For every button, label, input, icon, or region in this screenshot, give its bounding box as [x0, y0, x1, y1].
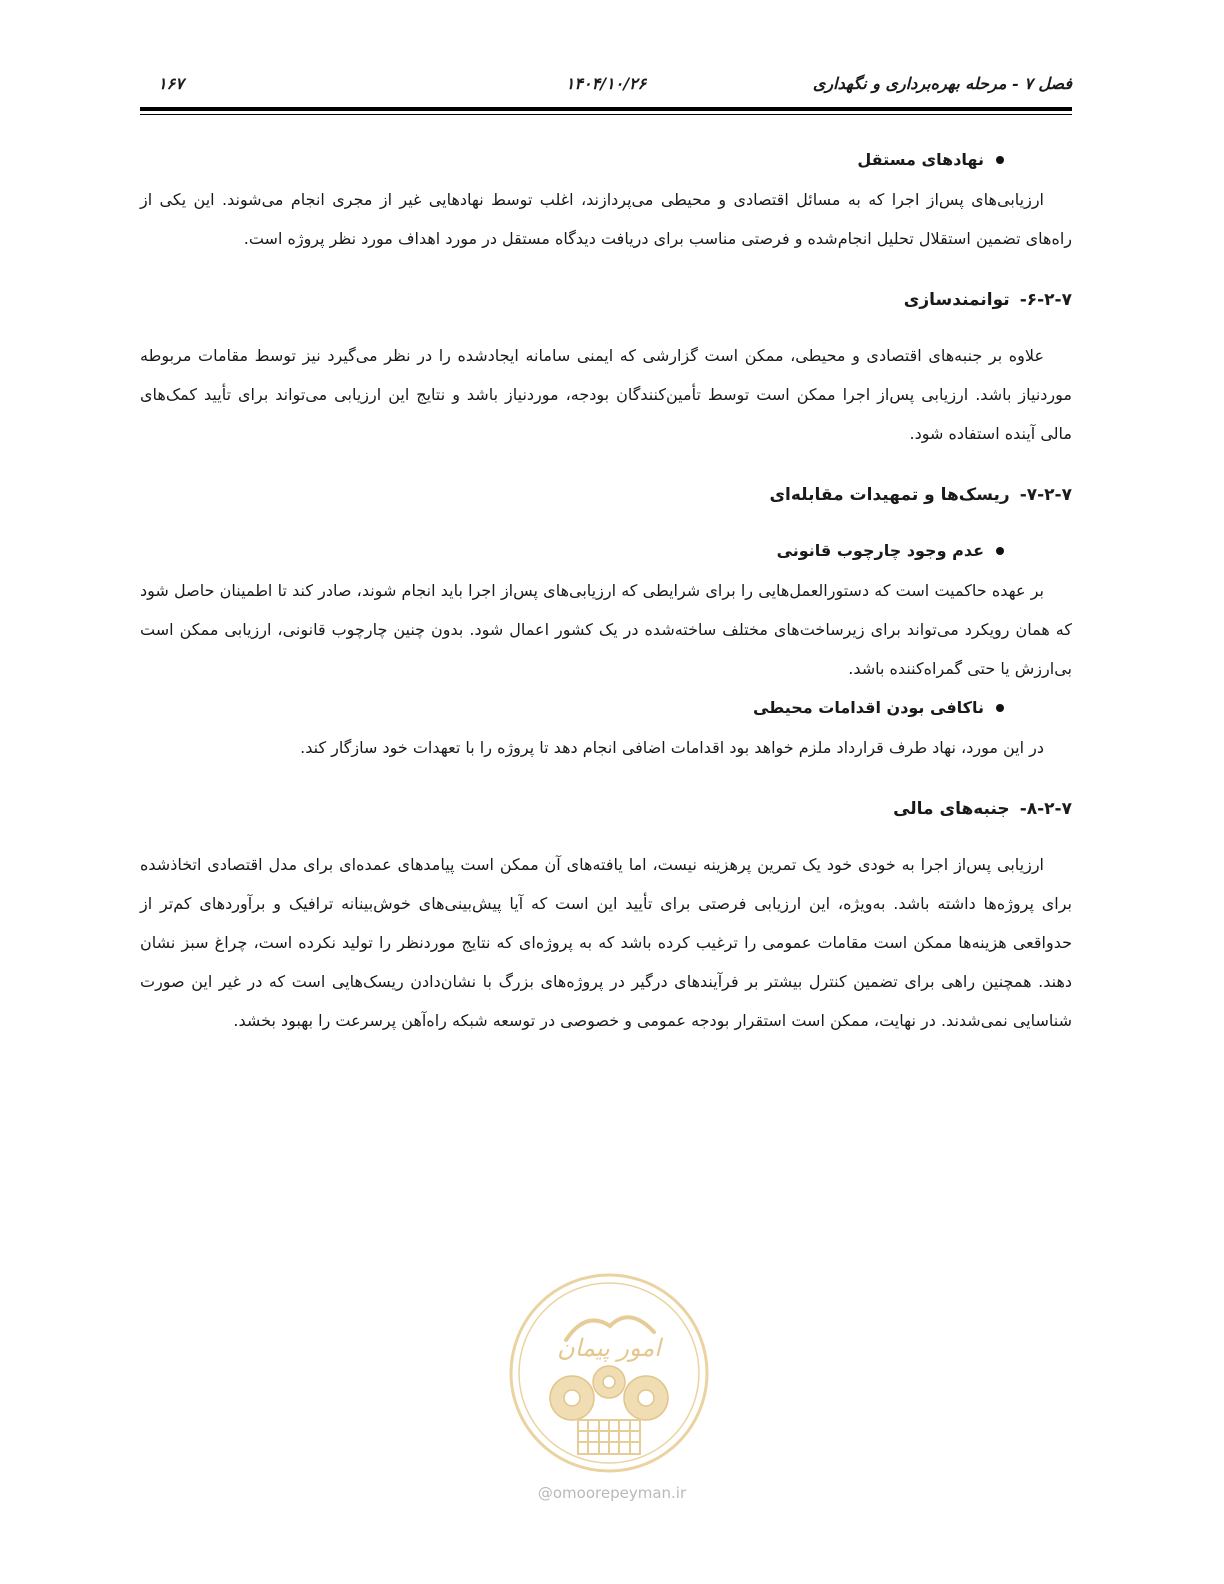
section-number: ۸-۲-۷- [1019, 799, 1072, 819]
section-title: توانمندسازی [903, 290, 1010, 310]
paragraph-environmental: در این مورد، نهاد طرف قرارداد ملزم خواهد بود اقدامات اضافی انجام دهد تا پروژه را با تعهدات خود سازگار کند. [300, 738, 1044, 757]
header-rule-thin [140, 114, 1072, 115]
heading-financial [140, 789, 1072, 829]
paragraph-independent: ارزیابی‌های پس‌از اجرا که به مسائل اقتصادی و محیطی می‌پردازند، اغلب توسط نهادهایی غیر از مجری انجام می‌شوند. این یکی از راه‌های تضمین استقلال تحلیل انجام‌شده و فرصتی مناسب برای دریافت دیدگاه مستقل در مورد اهداف مورد نظر پروژه است. [140, 190, 1072, 248]
bullet-no-legal-framework [140, 531, 1072, 571]
bullet-label: ناکافی بودن اقدامات محیطی [752, 698, 984, 717]
header-date: ۱۴۰۴/۱۰/۲۶ [565, 74, 647, 93]
section-number: ۶-۲-۷- [1019, 290, 1072, 310]
bullet-dot [996, 547, 1004, 555]
paragraph-financial: ارزیابی پس‌از اجرا به خودی خود یک تمرین پرهزینه نیست، اما یافته‌های آن ممکن است پیامدهای عمده‌ای برای مدل اقتصادی اتخاذشده برای پروژه‌ها داشته باشد. به‌ویژه، این ارزیابی فرصتی برای تأیید این است که آیا پیش‌بینی‌های خوش‌بینانه ترافیک و برآوردهای کم‌تر از حدواقعی هزینه‌ها ممکن است مقامات عمومی را ترغیب کرده باشد که به پروژه‌ای که نتایج موردنظر را تولید نکرده است، چراغ سبز نشان دهند. همچنین راهی برای تضمین کنترل بیشتر بر فرآیندهای درگیر در پروژه‌های بزرگ با نشان‌دادن ریسک‌هایی است که در غیر این صورت شناسایی نمی‌شدند. در نهایت، ممکن است استقرار بودجه عمومی و خصوصی در توسعه شبکه راه‌آهن پرسرعت را بهبود بخشد. [140, 855, 1072, 1030]
page-number: ۱۶۷ [158, 74, 184, 93]
bullet-independent-bodies [140, 140, 1072, 180]
heading-empowerment [140, 280, 1072, 320]
bullet-environmental-measures [140, 688, 1072, 728]
page-header [140, 74, 1072, 102]
header-rule-thick [140, 107, 1072, 111]
bullet-label: عدم وجود چارچوب قانونی [776, 541, 984, 560]
heading-risks [140, 475, 1072, 515]
section-title: ریسک‌ها و تمهیدات مقابله‌ای [769, 485, 1010, 505]
watermark-url: @omoorepeyman.ir [537, 1484, 687, 1502]
chapter-title: فصل ۷ - مرحله بهره‌برداری و نگهداری [812, 74, 1072, 93]
paragraph-legal-framework: بر عهده حاکمیت است که دستورالعمل‌هایی را برای شرایطی که ارزیابی‌های پس‌از اجرا باید انجام شوند، صادر کند تا اطمینان حاصل شود که همان رویکرد می‌تواند برای زیرساخت‌های مختلف ساخته‌شده در یک کشور اعمال شود. بدون چنین چارچوب قانونی، ارزیابی ممکن است بی‌ارزش یا حتی گمراه‌کننده باشد. [140, 581, 1072, 678]
section-number: ۷-۲-۷- [1019, 485, 1072, 505]
bullet-label: نهادهای مستقل [857, 150, 984, 169]
bullet-dot [996, 704, 1004, 712]
paragraph-empowerment: علاوه بر جنبه‌های اقتصادی و محیطی، ممکن است گزارشی که ایمنی سامانه ایجادشده را در نظر می‌گیرد نیز توسط مقامات مربوطه موردنیاز باشد. ارزیابی پس‌از اجرا ممکن است توسط تأمین‌کنندگان بودجه، موردنیاز باشد و نتایج این ارزیابی می‌تواند برای تأیید کمک‌های مالی آینده استفاده شود. [140, 346, 1072, 443]
section-title: جنبه‌های مالی [893, 799, 1010, 819]
page-content [140, 140, 1072, 1040]
watermark-logo-text: امور پیمان [557, 1334, 661, 1362]
omoorepeyman-logo-watermark [506, 1270, 712, 1476]
bullet-dot [996, 156, 1004, 164]
